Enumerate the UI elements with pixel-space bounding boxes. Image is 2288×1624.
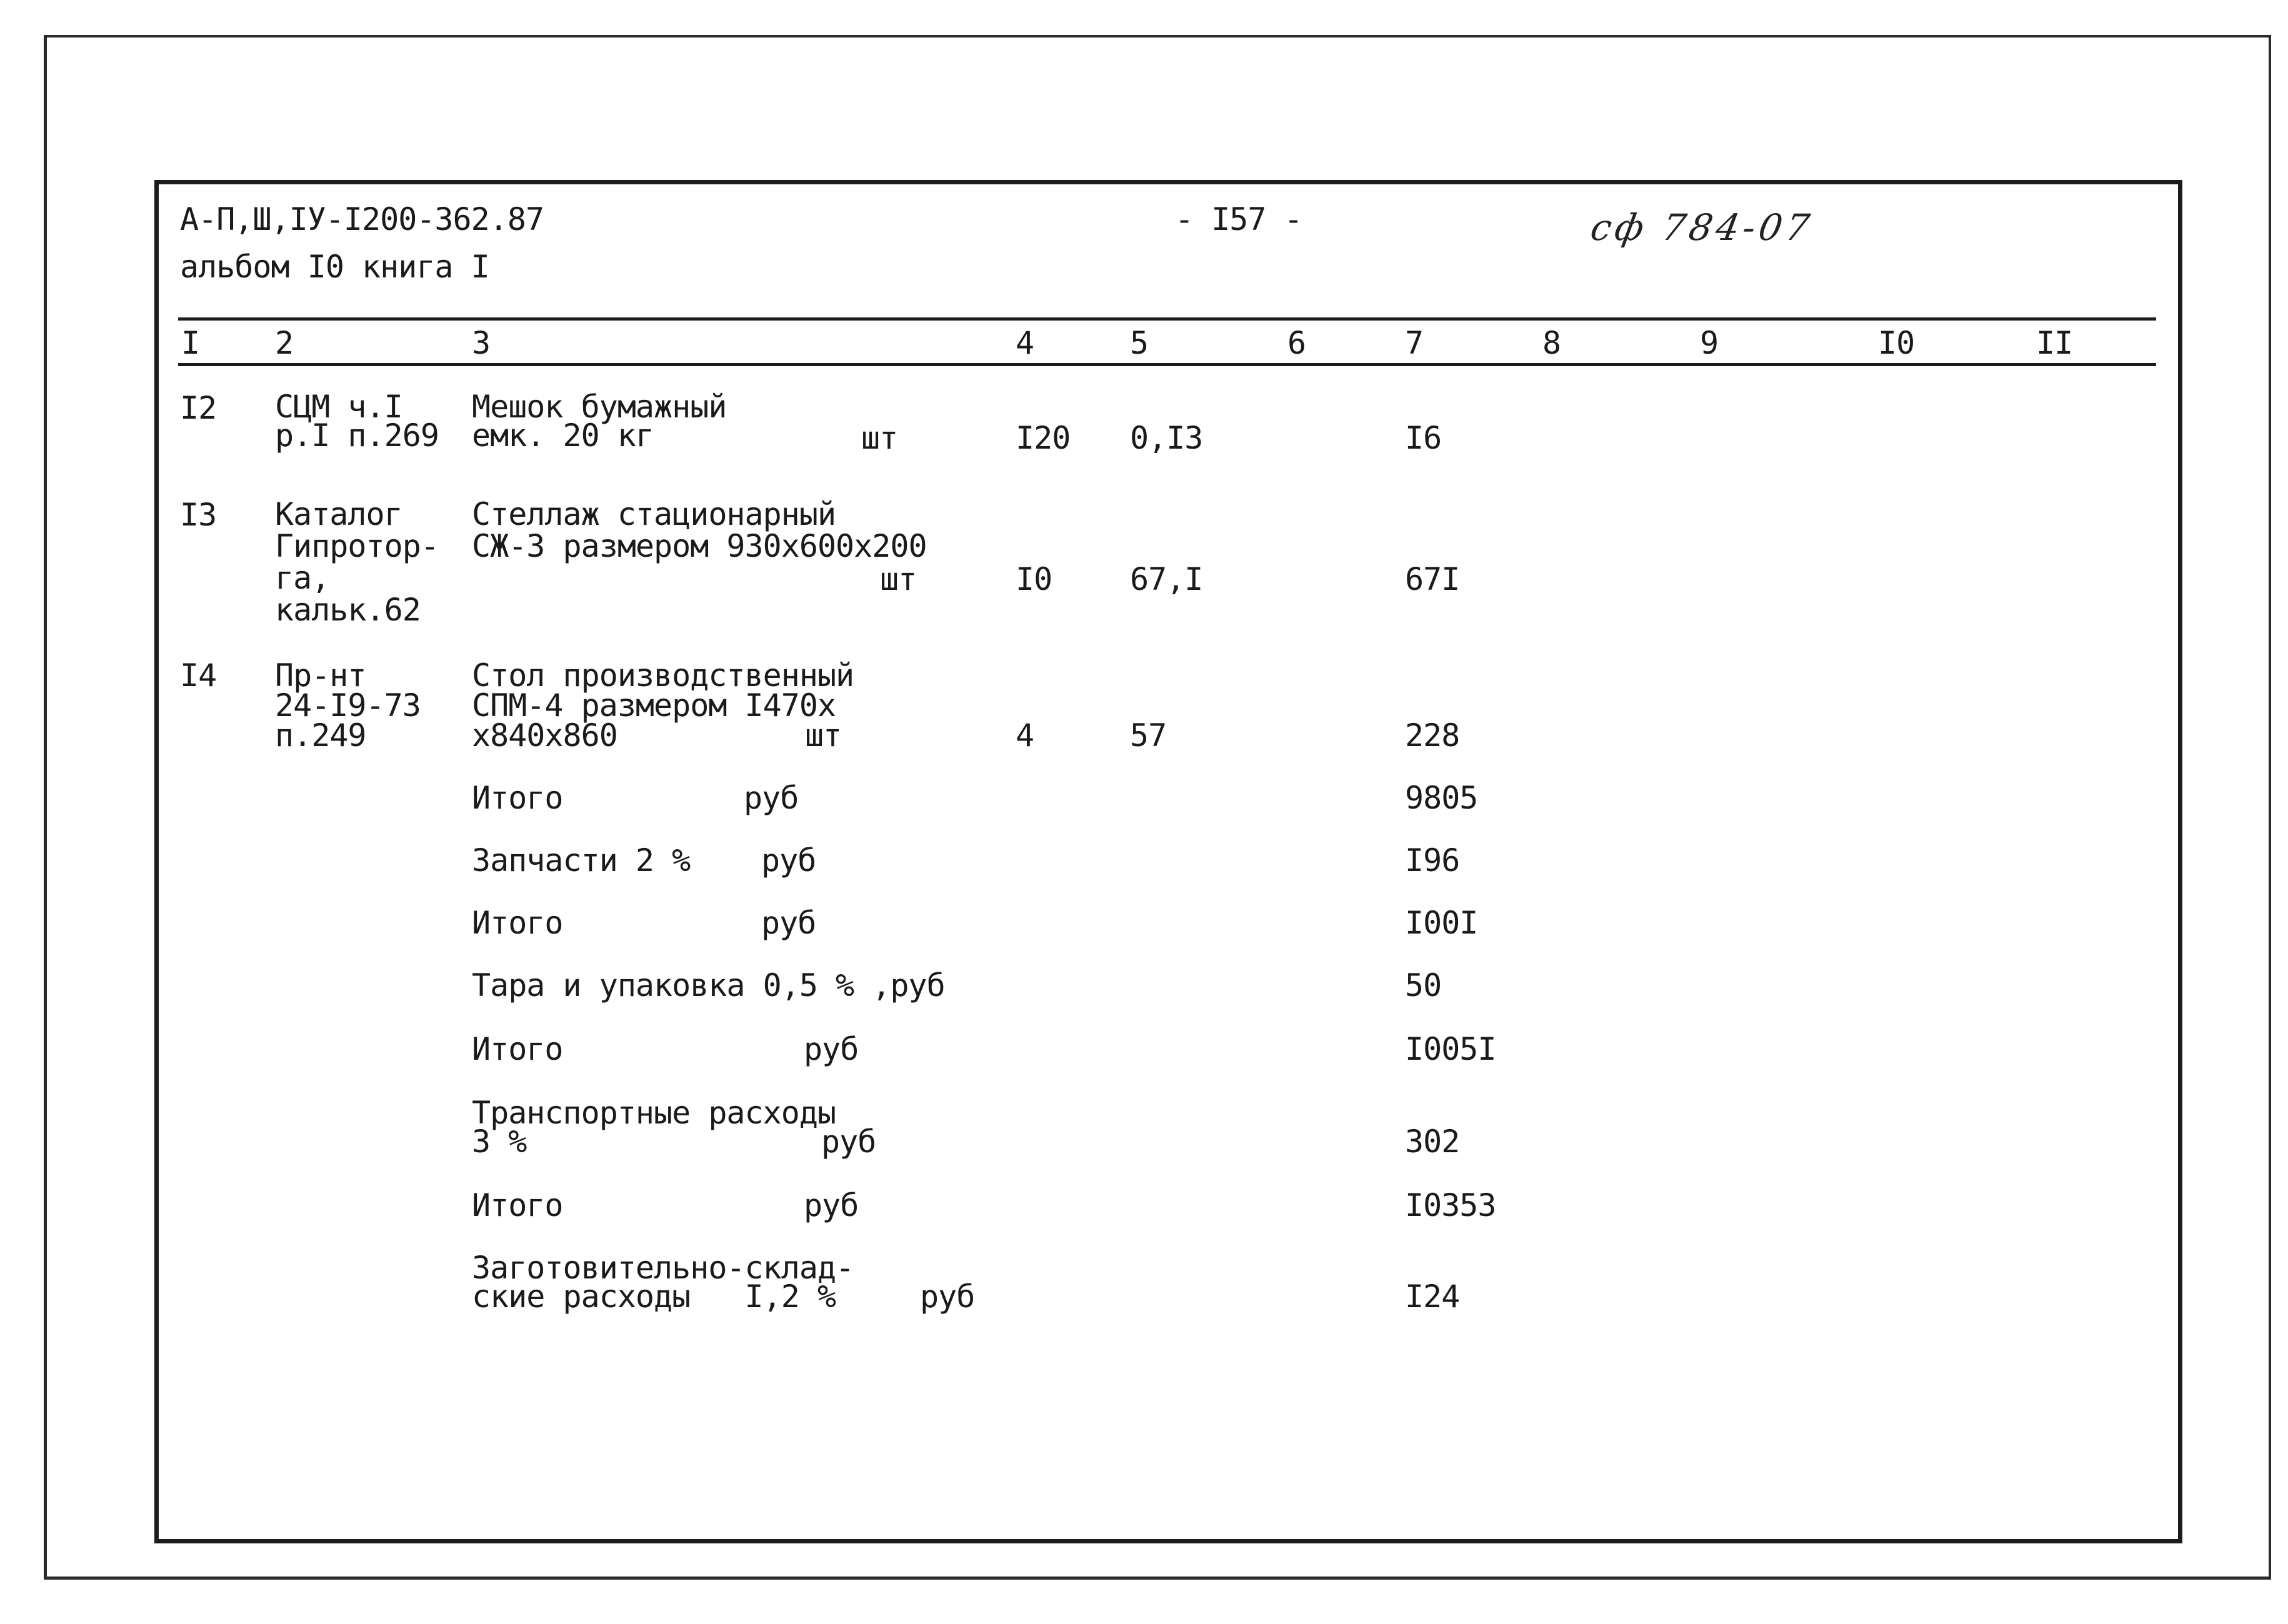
- summary-label-line: 3 %: [472, 1123, 527, 1160]
- summary-label: Тара и упаковка 0,5 % ,руб: [472, 967, 945, 1004]
- column-header-1: I: [181, 325, 200, 361]
- item-price: 0,I3: [1130, 420, 1203, 456]
- column-header-2: 2: [275, 325, 294, 361]
- column-header-7: 7: [1405, 325, 1424, 361]
- document-code: А-П,Ш,IУ-I200-362.87: [180, 201, 544, 237]
- summary-label: Итого: [472, 1031, 563, 1067]
- summary-label: Итого: [472, 1187, 563, 1223]
- summary-label: Запчасти 2 %: [472, 842, 691, 879]
- column-header-3: 3: [472, 325, 491, 361]
- summary-value: 302: [1405, 1123, 1460, 1160]
- item-unit: шт: [880, 561, 917, 597]
- item-source-line: р.I п.269: [275, 417, 439, 454]
- summary-value: I0353: [1405, 1187, 1496, 1223]
- item-source-line: кальк.62: [275, 592, 421, 628]
- summary-value: I24: [1405, 1278, 1460, 1315]
- summary-label-line: Транспортные расходы: [472, 1095, 836, 1131]
- item-total: 67I: [1405, 561, 1460, 597]
- item-price: 57: [1130, 717, 1167, 754]
- column-header-5: 5: [1130, 325, 1149, 361]
- column-header-9: 9: [1700, 325, 1719, 361]
- header-top-rule: [178, 317, 2156, 321]
- summary-label: Итого: [472, 905, 563, 941]
- page-number: - I57 -: [1175, 201, 1302, 237]
- summary-unit: руб: [804, 1031, 859, 1067]
- column-header-11: II: [2036, 325, 2073, 361]
- summary-unit: руб: [821, 1123, 876, 1160]
- summary-unit: руб: [761, 905, 816, 941]
- summary-unit: руб: [744, 780, 799, 816]
- item-quantity: I0: [1016, 561, 1052, 597]
- item-name-line: х840х860: [472, 717, 617, 754]
- summary-label-line: Заготовительно-склад-: [472, 1250, 854, 1286]
- item-source-line: Гипротор-: [275, 528, 439, 564]
- item-name-line: Мешок бумажный: [472, 389, 727, 425]
- item-source-line: 24-I9-73: [275, 687, 421, 724]
- header-bottom-rule: [178, 363, 2156, 366]
- summary-value: I00I: [1405, 905, 1478, 941]
- item-name-line: Стол производственный: [472, 657, 854, 694]
- column-header-4: 4: [1016, 325, 1034, 361]
- column-header-6: 6: [1287, 325, 1306, 361]
- item-name-line: СЖ-3 размером 930х600х200: [472, 528, 927, 564]
- item-source-line: Пр-нт: [275, 657, 366, 694]
- item-source-line: п.249: [275, 717, 366, 754]
- item-total: 228: [1405, 717, 1460, 754]
- item-source-line: СЦМ ч.I: [275, 389, 402, 425]
- summary-value: 50: [1405, 967, 1442, 1004]
- item-source-line: га,: [275, 560, 330, 596]
- summary-value: I96: [1405, 842, 1460, 879]
- item-quantity: 4: [1016, 717, 1034, 754]
- item-name-line: Стеллаж стационарный: [472, 496, 836, 532]
- item-name-line: СПМ-4 размером I470х: [472, 687, 836, 724]
- item-price: 67,I: [1130, 561, 1203, 597]
- handwritten-archive-code: сф 784-07: [1587, 206, 1817, 249]
- item-name-line: емк. 20 кг: [472, 417, 654, 454]
- album-label: альбом I0 книга I: [180, 249, 489, 285]
- summary-value: I005I: [1405, 1031, 1496, 1067]
- item-total: I6: [1405, 420, 1442, 456]
- document-frame: [154, 180, 2182, 1543]
- summary-unit: руб: [804, 1187, 859, 1223]
- column-header-8: 8: [1542, 325, 1561, 361]
- item-number: I4: [180, 657, 217, 694]
- item-quantity: I20: [1016, 420, 1071, 456]
- summary-label: Итого: [472, 780, 563, 816]
- column-header-10: I0: [1878, 325, 1915, 361]
- summary-unit: руб: [920, 1278, 975, 1315]
- item-unit: шт: [805, 717, 842, 754]
- item-unit: шт: [861, 420, 898, 456]
- summary-label-line: ские расходы I,2 %: [472, 1278, 836, 1315]
- item-number: I2: [180, 390, 217, 426]
- summary-unit: руб: [761, 842, 816, 879]
- item-source-line: Каталог: [275, 496, 402, 532]
- summary-value: 9805: [1405, 780, 1478, 816]
- item-number: I3: [180, 497, 217, 533]
